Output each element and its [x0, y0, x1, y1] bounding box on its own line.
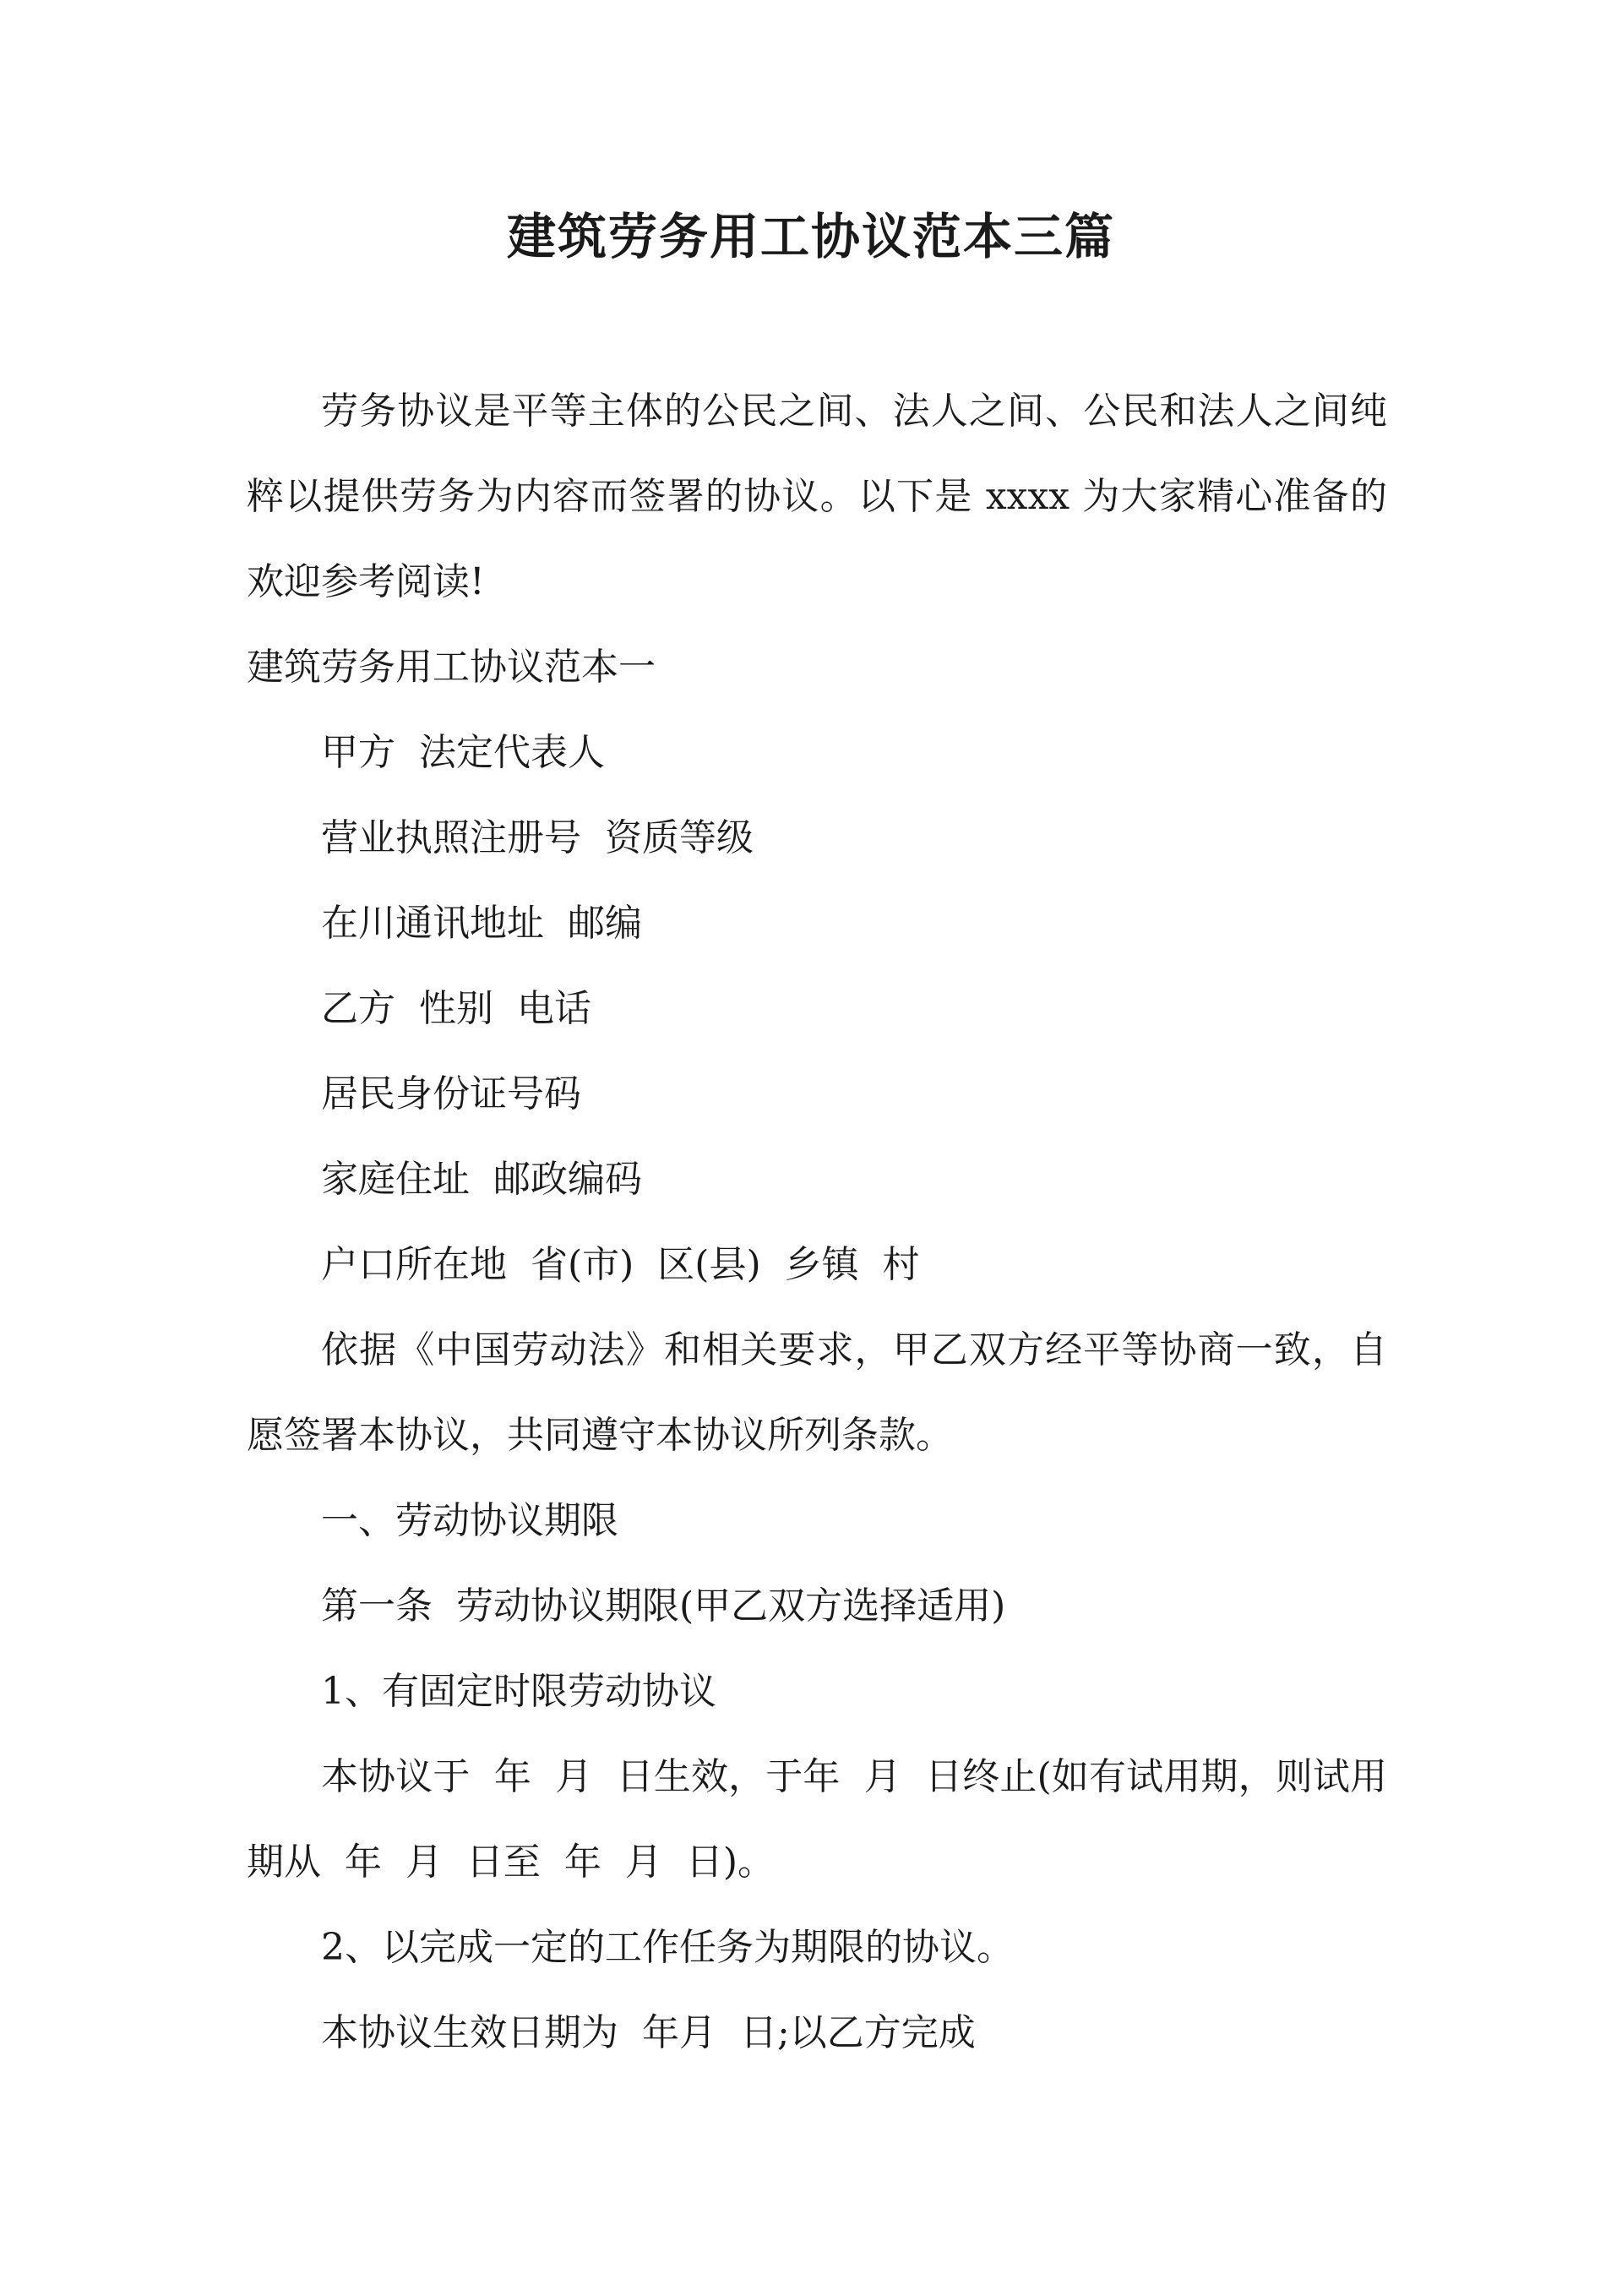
- household-registration-line: 户口所在地 省(市) 区(县) 乡镇 村: [321, 1243, 920, 1286]
- party-a-line: 甲方 法定代表人: [321, 731, 605, 774]
- license-line: 营业执照注册号 资质等级: [321, 816, 754, 859]
- article-heading: 第一条 劳动协议期限(甲乙双方选择适用): [321, 1584, 1006, 1628]
- id-number-line: 居民身份证号码: [321, 1072, 581, 1115]
- basis-paragraph: 依据《中国劳动法》和相关要求，甲乙双方经平等协商一致，自愿签署本协议，共同遵守本协议所列条款。: [247, 1328, 1387, 1457]
- home-address-line: 家庭住址 邮政编码: [321, 1158, 642, 1201]
- address-line: 在川通讯地址 邮编: [321, 902, 642, 945]
- section-heading: 建筑劳务用工协议范本一: [247, 646, 656, 689]
- chapter-heading: 一、劳动协议期限: [321, 1499, 618, 1542]
- document-body: [247, 368, 1387, 2075]
- clause-paragraph: 本协议于 年 月 日生效，于年 月 日终止(如有试用期，则试用期从 年 月 日至 年 月 日)。: [247, 1755, 1387, 1884]
- clause-item: 2、以完成一定的工作任务为期限的协议。: [321, 1926, 1014, 1969]
- clause-paragraph: 本协议生效日期为 年月 日;以乙方完成: [321, 2011, 976, 2054]
- intro-paragraph: 劳务协议是平等主体的公民之间、法人之间、公民和法人之间纯粹以提供劳务为内容而签署的协议。以下是 xxxx 为大家精心准备的欢迎参考阅读!: [247, 390, 1387, 603]
- party-b-line: 乙方 性别 电话: [321, 987, 591, 1030]
- document-title: 建筑劳务用工协议范本三篇: [506, 208, 1115, 265]
- clause-item: 1、有固定时限劳动协议: [321, 1670, 716, 1713]
